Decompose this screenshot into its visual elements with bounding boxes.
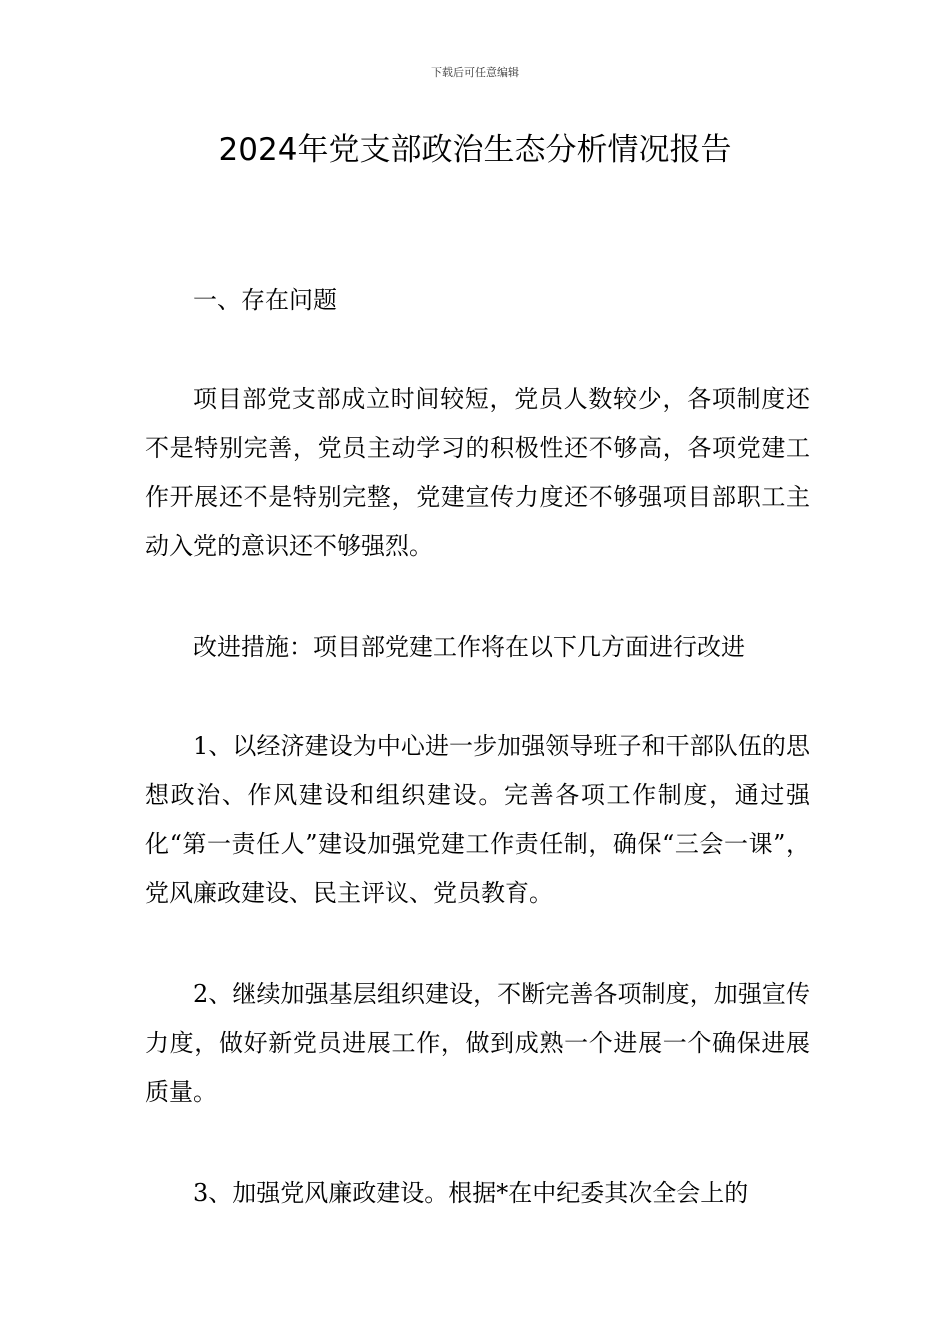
section-heading-problems: 一、存在问题 [193,286,337,314]
document-title: 2024年党支部政治生态分析情况报告 [218,132,732,168]
paragraph-problems: 项目部党支部成立时间较短，党员人数较少，各项制度还不是特别完善，党员主动学习的积极性还不够高，各项党建工作开展还不是特别完整，党建宣传力度还不够强项目部职工主动入党的意识还不够强烈。 [145,385,810,560]
paragraph-item-3: 3、加强党风廉政建设。根据*在中纪委其次全会上的 [193,1179,749,1207]
paragraph-measures-intro: 改进措施：项目部党建工作将在以下几方面进行改进 [193,633,745,661]
paragraph-item-1: 1、以经济建设为中心进一步加强领导班子和干部队伍的思想政治、作风建设和组织建设。完善各项工作制度，通过强化“第一责任人”建设加强党建工作责任制，确保“三会一课”，党风廉政建设、民主评议、党员教育。 [145,732,810,907]
paragraph-item-2: 2、继续加强基层组织建设，不断完善各项制度，加强宣传力度，做好新党员进展工作，做到成熟一个进展一个确保进展质量。 [145,980,810,1106]
header-note: 下载后可任意编辑 [431,66,519,79]
